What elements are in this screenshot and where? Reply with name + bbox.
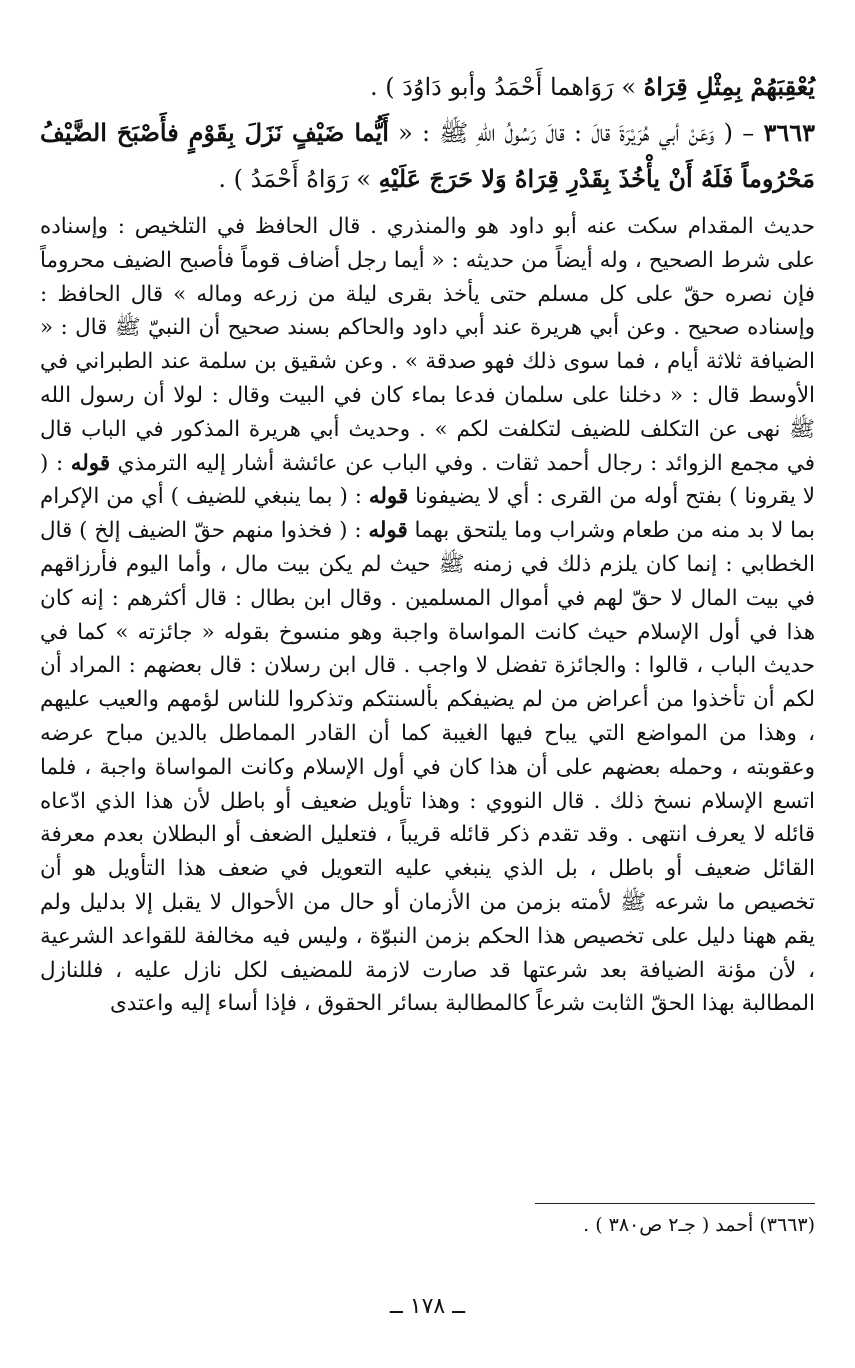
footnote: (٣٦٦٣) أحمد ( جـ٢ ص٣٨٠ ) . <box>583 1214 815 1236</box>
qawluhu-keyword: قوله <box>368 484 409 510</box>
hadith-intro: – ( وَعَنْ أبي هُرَيْرَةَ قالَ : قالَ رَسُولُ اللهِ ﷺ : « <box>388 119 764 147</box>
hadith-text: أَيُّما ضَيْفٍ نَزَلَ بِقَوْمٍ فأَصْبَحَ الضَّيْفُ مَحْرُوماً فَلَهُ أَنْ يأْخُذَ بِقَدْرِ قِرَاهُ وَلا حَرَجَ عَلَيْهِ <box>40 118 815 193</box>
commentary-text: : ( بما ينبغي للضيف ) أي من الإكرام بما لا بد منه من طعام وشراب وما يلتحق بهما <box>40 484 815 544</box>
commentary-text: : ( لا يقرونا ) بفتح أوله من القرى : أي لا يضيفونا <box>40 450 815 510</box>
hadith-number: ٣٦٦٣ <box>763 118 815 147</box>
hadith-block <box>40 64 815 202</box>
hadith-attribution: » رَوَاهُ أَحْمَدُ ) . <box>218 165 379 193</box>
commentary-paragraph <box>40 210 815 1021</box>
footnote-divider <box>535 1203 815 1204</box>
commentary-text: : ( فخذوا منهم حقّ الضيف إلخ ) قال الخطابي : إنما كان يلزم ذلك في زمنه ﷺ حيث لم يكن بيت مال ، وأما اليوم فأرزاقهم في بيت المال لا حقّ لهم في أموال المسلمين . وقال ابن بطال : قال أكثرهم : إنه كان هذا في أول الإسلام حيث كانت المواساة واجبة وهو منسوخ بقوله « جائزته » كما في حديث الباب ، قالوا : والجائزة تفضل لا واجب . قال ابن رسلان : قال بعضهم : المراد أن لكم أن تأخذوا من أعراض من لم يضيفكم بألسنتكم وتذكروا للناس لؤمهم والعيب عليهم ، وهذا من المواضع التي يباح فيها الغيبة كما أن القادر المماطل بالدين مباح عرضه وعقوبته ، وحمله بعضهم على أن هذا كان في أول الإسلام وكانت المواساة واجبة ، فلما اتسع الإسلام نسخ ذلك . قال النووي : وهذا تأويل ضعيف أو باطل لأن هذا الذي ادّعاه قائله لا يعرف انتهى . وقد تقدم ذكر قائله قريباً ، فتعليل الضعف أو البطلان بعدم معرفة القائل ضعيف أو باطل ، بل الذي ينبغي عليه التعويل في ضعف هذا التأويل هو أن تخصيص ما شرعه ﷺ لأمته بزمن من الأزمان أو حال من الأحوال لا يقبل إلا بدليل ولم يقم ههنا دليل على تخصيص هذا الحكم بزمن النبوّة ، وليس فيه مخالفة للقواعد الشرعية ، لأن مؤنة الضيافة بعد شرعتها قد صارت لازمة للمضيف لكل نازل عليه ، فللنازل المطالبة بهذا الحقّ الثابت شرعاً كالمطالبة بسائر الحقوق ، فإذا أساء إليه واعتدى <box>40 518 815 1017</box>
previous-hadith-attribution: » رَوَاهما أَحْمَدُ وأبو دَاوُدَ ) . <box>369 73 644 101</box>
previous-hadith-bold-text: يُعْقِبَهُمْ بِمِثْلِ قِرَاهُ <box>643 72 815 101</box>
page-number: ــ ١٧٨ ــ <box>389 1294 466 1319</box>
qawluhu-keyword: قوله <box>368 518 408 544</box>
previous-hadith-tail <box>40 64 815 110</box>
hadith-3663 <box>40 110 815 202</box>
qawluhu-keyword: قوله <box>70 450 111 476</box>
commentary-text: حديث المقدام سكت عنه أبو داود هو والمنذري . قال الحافظ في التلخيص : وإسناده على شرط الصحيح ، وله أيضاً من حديثه : « أيما رجل أضاف قوماً فأصبح الضيف محروماً فإن نصره حقّ على كل مسلم حتى يأخذ بقرى ليلة من زرعه وماله » قال الحافظ : وإسناده صحيح . وعن أبي هريرة عند أبي داود والحاكم بسند صحيح أن النبيّ ﷺ قال : « الضيافة ثلاثة أيام ، فما سوى ذلك فهو صدقة » . وعن شقيق بن سلمة عند الطبراني في الأوسط قال : « دخلنا على سلمان فدعا بماء كان في البيت وقال : لولا أن رسول الله ﷺ نهى عن التكلف للضيف لتكلفت لكم » . وحديث أبي هريرة المذكور في الباب قال في مجمع الزوائد : رجال أحمد ثقات . وفي الباب عن عائشة أشار إليه الترمذي <box>40 214 815 476</box>
commentary-block <box>40 210 815 1021</box>
